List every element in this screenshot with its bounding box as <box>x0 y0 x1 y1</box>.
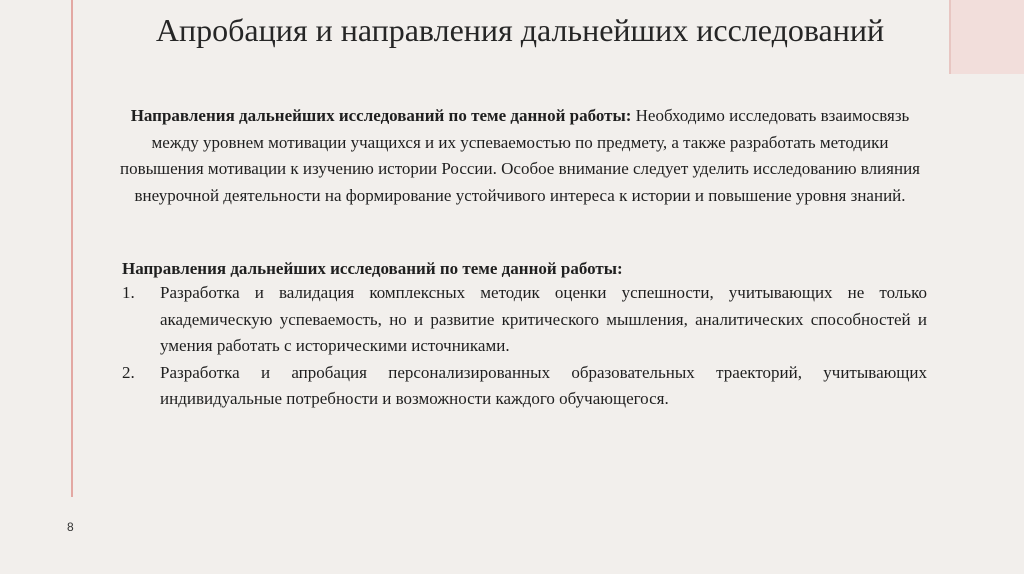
list-item-number: 2. <box>122 362 135 382</box>
page-number: 8 <box>67 520 74 534</box>
list-item-text: Разработка и валидация комплексных методик оценки успешности, учитывающих не только академическую успеваемость, но и развитие критического мышления, аналитических способностей и умения работать с историческими источниками. <box>160 283 927 355</box>
list-item-text: Разработка и апробация персонализированных образовательных траекторий, учитывающих индивидуальные потребности и возможности каждого обучающегося. <box>160 362 927 408</box>
list-item <box>122 360 927 413</box>
list-heading: Направления дальнейших исследований по теме данной работы: <box>122 259 623 278</box>
list-item <box>122 280 927 360</box>
corner-decoration <box>949 0 1024 74</box>
corner-decoration-edge <box>949 0 951 74</box>
intro-lead: Направления дальнейших исследований по теме данной работы: <box>130 106 632 125</box>
intro-paragraph <box>110 103 930 209</box>
intro-body: Необходимо исследовать взаимосвязь между уровнем мотивации учащихся и их успеваемостью по предмету, а также разработать методики повышения мотивации к изучению истории России. Особое внимание следует уделить исследованию влияния внеурочной деятельности на формирование устойчивого интереса к истории и повышение уровня знаний. <box>119 106 920 205</box>
left-accent-line <box>71 0 73 497</box>
slide-title: Апробация и направления дальнейших исследований <box>155 12 885 48</box>
directions-list <box>122 280 927 413</box>
list-item-number: 1. <box>122 283 135 302</box>
